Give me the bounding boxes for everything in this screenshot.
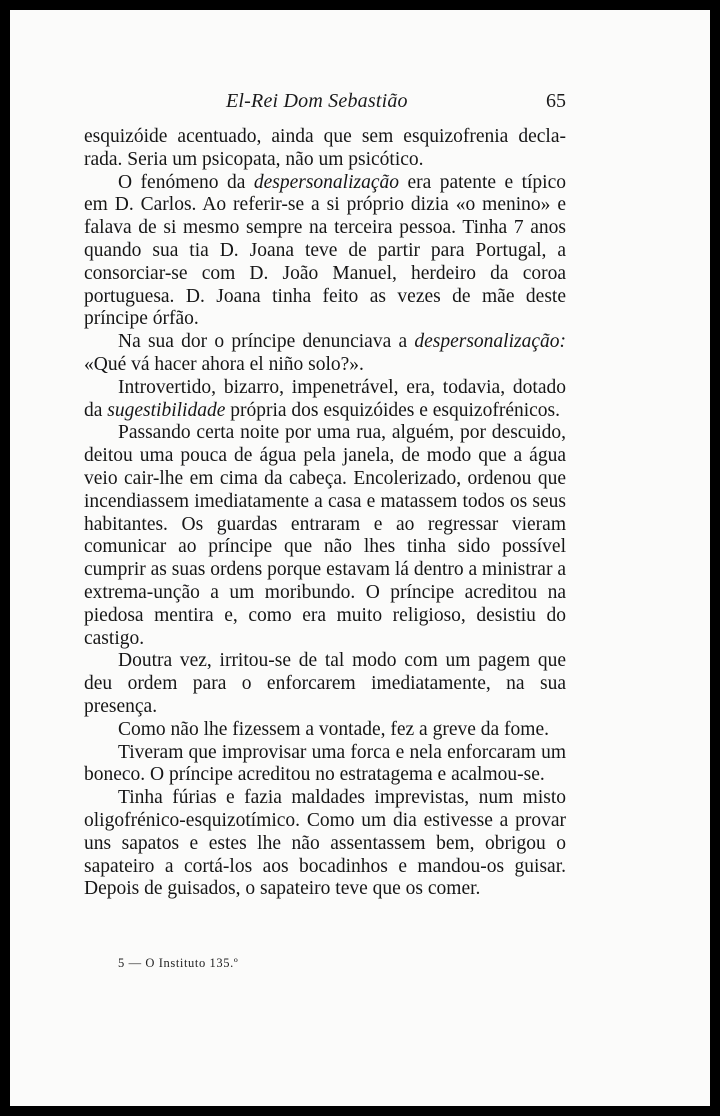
running-title: El-Rei Dom Sebastião <box>226 90 408 112</box>
paragraph-text: Doutra vez, irritou-se de tal modo com um pagem que deu ordem para o enforcarem imediatamente, na sua presença. <box>84 650 566 717</box>
paragraph-5 <box>84 422 566 650</box>
paragraph-text: Tinha fúrias e fazia maldades imprevistas, num misto oligofrénico-esquizotímico. Como um dia estivesse a provar uns sapatos e estes lhe não assentassem bem, obrigou o sapateiro a cortá-los aos bocadinhos e mandou-os guisar. Depois de guisados, o sapateiro teve que os comer. <box>84 787 566 900</box>
paragraph-4 <box>84 377 566 423</box>
paragraph-6 <box>84 650 566 718</box>
paragraph-2 <box>84 172 566 332</box>
paragraph-9 <box>84 787 566 901</box>
paragraph-text: Passando certa noite por uma rua, alguém, por descuido, deitou uma pouca de água pela janela, de modo que a água veio cair-lhe em cima da cabeça. Encolerizado, ordenou que incendiassem imediatamente a casa e matassem todos os seus habitantes. Os guardas entraram e ao regressar vieram comunicar ao príncipe que não lhes tinha sido possível cumprir as suas ordens porque estavam lá dentro a ministrar a extrema-unção a um moribundo. O príncipe acreditou na piedosa mentira e, como era muito religioso, desistiu do castigo. <box>84 422 566 649</box>
paragraph-8 <box>84 742 566 788</box>
paragraph-text: Na sua dor o príncipe denunciava a <box>118 331 415 353</box>
page-number: 65 <box>546 90 566 112</box>
paragraph-text: própria dos esquizóides e esquizofrénicos. <box>225 399 561 421</box>
paragraph-1 <box>84 126 566 172</box>
italic-term: despersonalização <box>253 171 399 193</box>
paragraph-3 <box>84 331 566 377</box>
paragraph-text: Como não lhe fizessem a vontade, fez a greve da fome. <box>118 718 549 740</box>
signature-mark: 5 — O Instituto 135.º <box>118 956 239 970</box>
paragraph-text: «Qué vá hacer ahora el niño solo?». <box>84 353 364 375</box>
page-header <box>86 90 566 120</box>
paragraph-7 <box>84 719 566 742</box>
italic-term: despersonalização: <box>414 331 566 353</box>
paragraph-text: era patente e típico em D. Carlos. Ao referir-se a si próprio dizia «o menino» e falava de si mesmo sempre na terceira pessoa. Tinha 7 anos quando sua tia D. Joana teve de partir para Portugal, a consorciar-se com D. João Manuel, herdeiro da coroa portuguesa. D. Joana tinha feito as vezes de mãe deste príncipe órfão. <box>84 171 566 330</box>
paragraph-text: O fenómeno da <box>118 171 254 193</box>
italic-term: sugestibilidade <box>107 399 226 421</box>
paragraph-text: esquizóide acentuado, ainda que sem esquizofrenia declarada. Seria um psicopata, não um psicótico. <box>84 126 566 170</box>
paragraph-text: Tiveram que improvisar uma forca e nela enforcaram um boneco. O príncipe acreditou no estratagema e acalmou-se. <box>84 741 566 786</box>
body-text <box>84 126 566 901</box>
paragraph-text: Introvertido, bizarro, impenetrável, era, todavia, dotado da <box>84 376 566 421</box>
book-page <box>10 10 710 1106</box>
